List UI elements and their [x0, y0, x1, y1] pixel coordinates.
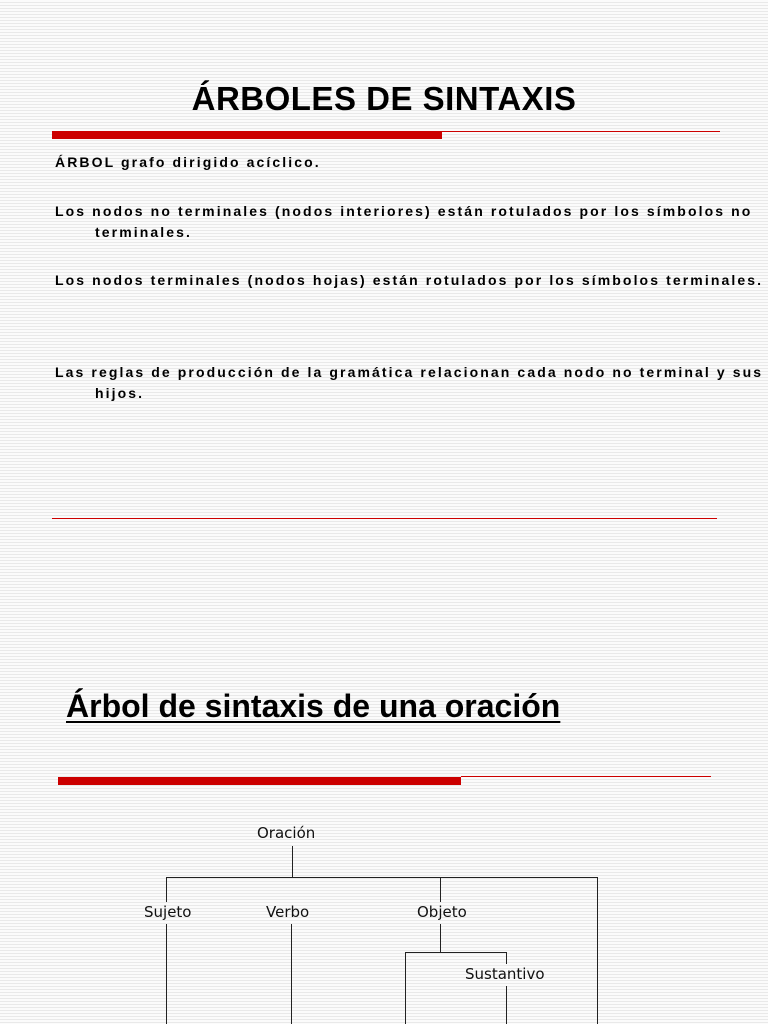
tree-edge-right-down: [597, 877, 598, 1024]
tree-edge-objeto-horizontal: [405, 952, 507, 953]
tree-node-oracion: Oración: [257, 824, 316, 842]
tree-edge-root-down: [292, 846, 293, 877]
paragraph-terminal-nodes: Los nodos terminales (nodos hojas) están rotulados por los símbolos terminales.: [55, 272, 764, 288]
tree-edge-objeto-up: [440, 877, 441, 902]
tree-node-verbo: Verbo: [266, 903, 310, 921]
paragraph-arbol-definition: [55, 152, 768, 173]
paragraph-production-rules: Las reglas de producción de la gramática relacionan cada nodo no terminal y sus hijos.: [55, 364, 764, 401]
tree-node-sujeto: Sujeto: [144, 903, 192, 921]
tree-edge-horizontal-main: [166, 877, 597, 878]
paragraph-non-terminal-nodes: Los nodos no terminales (nodos interiores) están rotulados por los símbolos no terminales.: [55, 203, 753, 240]
tree-node-objeto: Objeto: [417, 903, 467, 921]
slide-bottom-rule: [52, 518, 717, 519]
tree-edge-sujeto-up: [166, 877, 167, 902]
title-underline-thin: [442, 131, 720, 132]
slide-title: ÁRBOLES DE SINTAXIS: [191, 80, 577, 117]
slide2-underline-thick: [58, 777, 461, 785]
slide2-title: Árbol de sintaxis de una oración: [66, 688, 561, 724]
tree-edge-objeto-down: [440, 924, 441, 952]
slide2-underline-thin: [461, 776, 711, 777]
tree-edge-sustantivo-down: [506, 986, 507, 1024]
tree-edge-verbo-down: [291, 924, 292, 1024]
term-arbol: ÁRBOL: [55, 154, 116, 170]
definition-text: grafo dirigido acíclico.: [115, 154, 321, 170]
tree-edge-sujeto-down: [166, 924, 167, 1024]
title-underline-thick: [52, 131, 442, 139]
tree-node-sustantivo: Sustantivo: [465, 965, 545, 983]
tree-edge-sustantivo-up: [506, 952, 507, 964]
tree-edge-objeto-left-down: [405, 952, 406, 1024]
